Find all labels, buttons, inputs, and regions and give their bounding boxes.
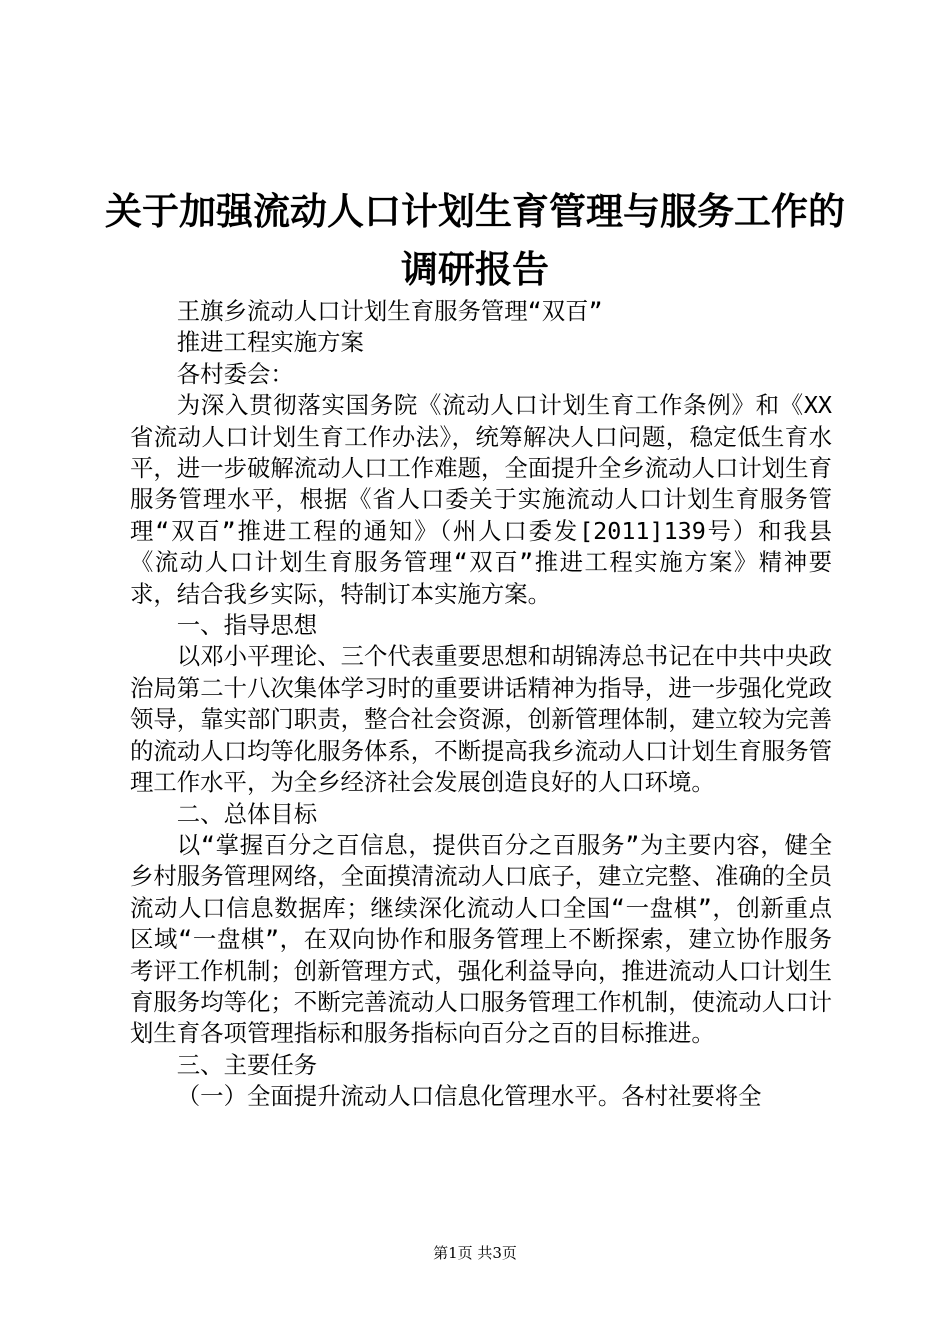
page-number-footer: 第1页 共3页 bbox=[433, 1244, 517, 1262]
document-body bbox=[130, 296, 832, 1113]
intro-paragraph: 为深入贯彻落实国务院《流动人口计划生育工作条例》和《XX省流动人口计划生育工作办法》，统筹解决人口问题，稳定低生育水平，进一步破解流动人口工作难题，全面提升全乡流动人口计划生育服务管理水平，根据《省人口委关于实施流动人口计划生育服务管理“双百”推进工程的通知》（州人口委发[2011]139号）和我县《流动人口计划生育服务管理“双百”推进工程实施方案》精神要求，结合我乡实际，特制订本实施方案。 bbox=[130, 391, 832, 608]
guiding-ideology-paragraph: 以邓小平理论、三个代表重要思想和胡锦涛总书记在中共中央政治局第二十八次集体学习时的重要讲话精神为指导，进一步强化党政领导，靠实部门职责，整合社会资源，创新管理体制，建立较为完善的流动人口均等化服务体系，不断提高我乡流动人口计划生育服务管理工作水平，为全乡经济社会发展创造良好的人口环境。 bbox=[130, 642, 832, 797]
section-heading-main-tasks: 三、主要任务 bbox=[176, 1050, 318, 1079]
salutation: 各村委会： bbox=[176, 359, 294, 388]
section-heading-overall-goal: 二、总体目标 bbox=[176, 799, 318, 828]
subtitle-line-2: 推进工程实施方案 bbox=[176, 328, 364, 357]
section-heading-guiding-ideology: 一、指导思想 bbox=[176, 611, 318, 640]
document-title-line-2: 调研报告 bbox=[401, 247, 549, 291]
subtitle-line-1: 王旗乡流动人口计划生育服务管理“双百” bbox=[176, 297, 603, 325]
main-tasks-paragraph: （一）全面提升流动人口信息化管理水平。各村社要将全 bbox=[176, 1082, 762, 1111]
document-title-line-1: 关于加强流动人口计划生育管理与服务工作的 bbox=[105, 189, 845, 233]
overall-goal-paragraph: 以“掌握百分之百信息，提供百分之百服务”为主要内容，健全乡村服务管理网络，全面摸清流动人口底子，建立完整、准确的全员流动人口信息数据库；继续深化流动人口全国“一盘棋”，创新重点区域“一盘棋”，在双向协作和服务管理上不断探索，建立协作服务考评工作机制；创新管理方式，强化利益导向，推进流动人口计划生育服务均等化；不断完善流动人口服务管理工作机制，使流动人口计划生育各项管理指标和服务指标向百分之百的目标推进。 bbox=[130, 830, 832, 1048]
